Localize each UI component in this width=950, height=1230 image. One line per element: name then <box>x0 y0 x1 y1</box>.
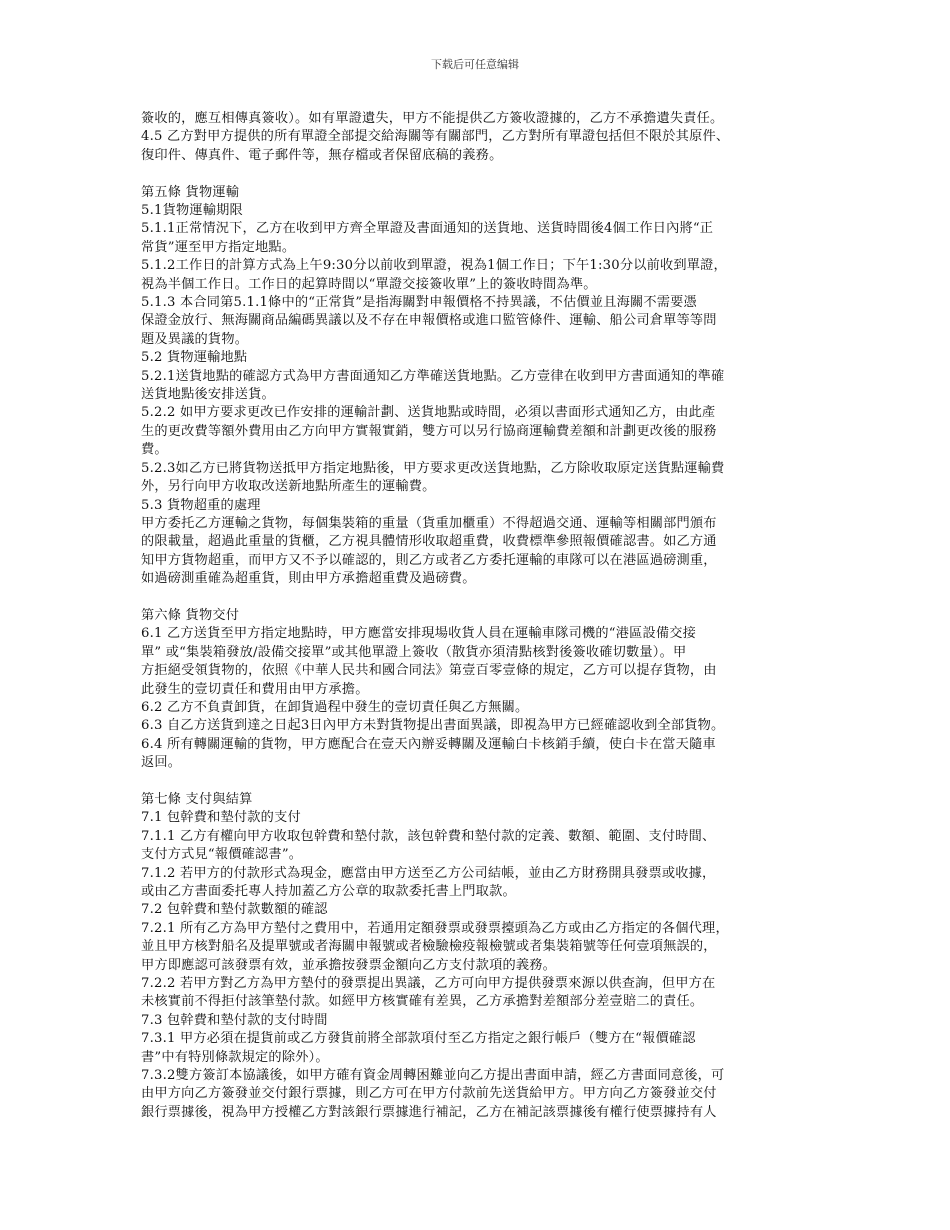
text-line: 7.2.1 所有乙方為甲方墊付之費用中，若通用定額發票或發票擡頭為乙方或由乙方指定的各個代理， <box>141 920 729 936</box>
text-line: 5.2.1送貨地點的確認方式為甲方書面通知乙方準確送貨地點。乙方壹律在收到甲方書面通知的準確 <box>141 368 725 384</box>
text-line: 7.2 包幹費和墊付款數額的確認 <box>141 902 328 918</box>
text-line: 6.2 乙方不負責卸貨，在卸貨過程中發生的壹切責任與乙方無關。 <box>141 699 529 715</box>
text-line: 生的更改費等額外費用由乙方向甲方實報實銷，雙方可以另行協商運輸費差額和計劃更改後的服務 <box>141 423 717 439</box>
text-line: 5.2.2 如甲方要求更改已作安排的運輸計劃、送貨地點或時間，必須以書面形式通知乙方，由此產 <box>141 405 716 421</box>
text-line: 銀行票據後，視為甲方授權乙方對該銀行票據進行補記，乙方在補記該票據後有權行使票據持有人 <box>141 1104 717 1120</box>
text-line: 並且甲方核對船名及提單號或者海關申報號或者檢驗檢疫報檢號或者集裝箱號等任何壹項無誤的， <box>141 939 717 955</box>
text-line: 或由乙方書面委托專人持加蓋乙方公章的取款委托書上門取款。 <box>141 884 516 900</box>
text-line: 5.2 貨物運輸地點 <box>141 350 248 366</box>
text-line: 5.1貨物運輸期限 <box>141 203 243 219</box>
text-line: 7.3.2雙方簽訂本協議後，如甲方確有資金周轉困難並向乙方提出書面申請，經乙方書面同意後，可 <box>141 1068 725 1084</box>
text-line: 的限載量，超過此重量的貨櫃，乙方視具體情形收取超重費，收費標準參照報價確認書。如乙方通 <box>141 534 717 550</box>
text-line: 第五條 貨物運輸 <box>141 184 240 200</box>
text-line: 此發生的壹切責任和費用由甲方承擔。 <box>141 681 369 697</box>
text-line: 7.1.1 乙方有權向甲方收取包幹費和墊付款，該包幹費和墊付款的定義、數額、範圍、支付時間、 <box>141 828 716 844</box>
text-line: 視為半個工作日。工作日的起算時間以“單證交接簽收單”上的簽收時間為準。 <box>141 276 597 292</box>
text-line: 7.1 包幹費和墊付款的支付 <box>141 810 301 826</box>
text-line: 費。 <box>141 442 168 458</box>
text-line: 常貨”運至甲方指定地點。 <box>141 239 296 255</box>
text-line: 第七條 支付與結算 <box>141 791 253 807</box>
text-line: 7.3.1 甲方必須在提貨前或乙方發貨前將全部款項付至乙方指定之銀行帳戶（雙方在“報價確認 <box>141 1031 696 1047</box>
paragraph-gap <box>141 773 863 791</box>
text-line: 5.1.1正常情況下，乙方在收到甲方齊全單證及書面通知的送貨地、送貨時間後4個工作日內將“正 <box>141 221 714 237</box>
text-line: 未核實前不得拒付該筆墊付款。如經甲方核實確有差異，乙方承擔對差額部分差壹賠二的責任。 <box>141 994 704 1010</box>
text-line: 送貨地點後安排送貨。 <box>141 387 275 403</box>
page-header: 下载后可任意编辑 <box>431 58 519 71</box>
text-line: 5.3 貨物超重的處理 <box>141 497 261 513</box>
text-line: 7.3 包幹費和墊付款的支付時間 <box>141 1012 328 1028</box>
text-line: 7.1.2 若甲方的付款形式為現金，應當由甲方送至乙方公司結帳，並由乙方財務開具發票或收據， <box>141 865 716 881</box>
text-line: 簽收的，應互相傳真簽收）。如有單證遺失，甲方不能提供乙方簽收證據的，乙方不承擔遺失責任。 <box>141 111 724 126</box>
text-line: 7.2.2 若甲方對乙方為甲方墊付的發票提出異議，乙方可向甲方提供發票來源以供查詢，但甲方在 <box>141 976 716 992</box>
text-line: 4.5 乙方對甲方提供的所有單證全部提交給海關等有關部門，乙方對所有單證包括但不限於其原件、 <box>141 129 730 145</box>
text-line: 題及異議的貨物。 <box>141 331 249 347</box>
text-line: 5.1.3 本合同第5.1.1條中的“正常貨”是指海關對申報價格不持異議，不估價並且海關不需要憑 <box>141 295 697 311</box>
text-line: 方拒絕受領貨物的，依照《中華人民共和國合同法》第壹百零壹條的規定，乙方可以提存貨物，由 <box>141 663 717 679</box>
text-line: 復印件、傳真件、電子郵件等，無存檔或者保留底稿的義務。 <box>141 147 503 163</box>
document-body <box>141 110 863 1122</box>
text-line: 由甲方向乙方簽發並交付銀行票據，則乙方可在甲方付款前先送貨給甲方。甲方向乙方簽發並交付 <box>141 1086 717 1102</box>
text-line: 6.1 乙方送貨至甲方指定地點時，甲方應當安排現場收貨人員在運輸車隊司機的“港區設備交接 <box>141 626 697 642</box>
text-line: 支付方式見“報價確認書”。 <box>141 847 303 863</box>
text-line: 第六條 貨物交付 <box>141 607 240 623</box>
text-line: 6.3 自乙方送貨到達之日起3日內甲方未對貨物提出書面異議，即視為甲方已經確認收到全部貨物。 <box>141 718 725 734</box>
paragraph-gap <box>141 165 863 183</box>
text-line: 甲方即應認可該發票有效，並承擔按發票金額向乙方支付款項的義務。 <box>141 957 557 973</box>
text-line: 如過磅測重確為超重貨，則由甲方承擔超重費及過磅費。 <box>141 571 476 587</box>
text-line: 外，另行向甲方收取改送新地點所產生的運輸費。 <box>141 479 436 495</box>
text-line: 書”中有特別條款規定的除外）。 <box>141 1049 329 1065</box>
text-line: 5.1.2工作日的計算方式為上午9:30分以前收到單證，視為1個工作日；下午1:30分以前收到單證， <box>141 258 727 274</box>
text-line: 知甲方貨物超重，而甲方又不予以確認的，則乙方或者乙方委托運輸的車隊可以在港區過磅測重， <box>141 552 717 568</box>
paragraph-gap <box>141 589 863 607</box>
text-line: 6.4 所有轉關運輸的貨物，甲方應配合在壹天內辦妥轉關及運輸白卡核銷手續，使白卡在當天隨車 <box>141 736 716 752</box>
text-line: 甲方委托乙方運輸之貨物，每個集裝箱的重量（貨重加櫃重）不得超過交通、運輸等相關部門頒布 <box>141 515 717 531</box>
text-line: 保證金放行、無海關商品編碼異議以及不存在申報價格或進口監管條件、運輸、船公司倉單等等問 <box>141 313 717 329</box>
text-line: 單” 或“集裝箱發放/設備交接單”或其他單證上簽收（散貨亦須清點核對後簽收確切數量）。甲 <box>141 644 687 660</box>
text-line: 返回。 <box>141 755 182 771</box>
text-line: 5.2.3如乙方已將貨物送抵甲方指定地點後，甲方要求更改送貨地點，乙方除收取原定送貨點運輸費 <box>141 460 725 476</box>
